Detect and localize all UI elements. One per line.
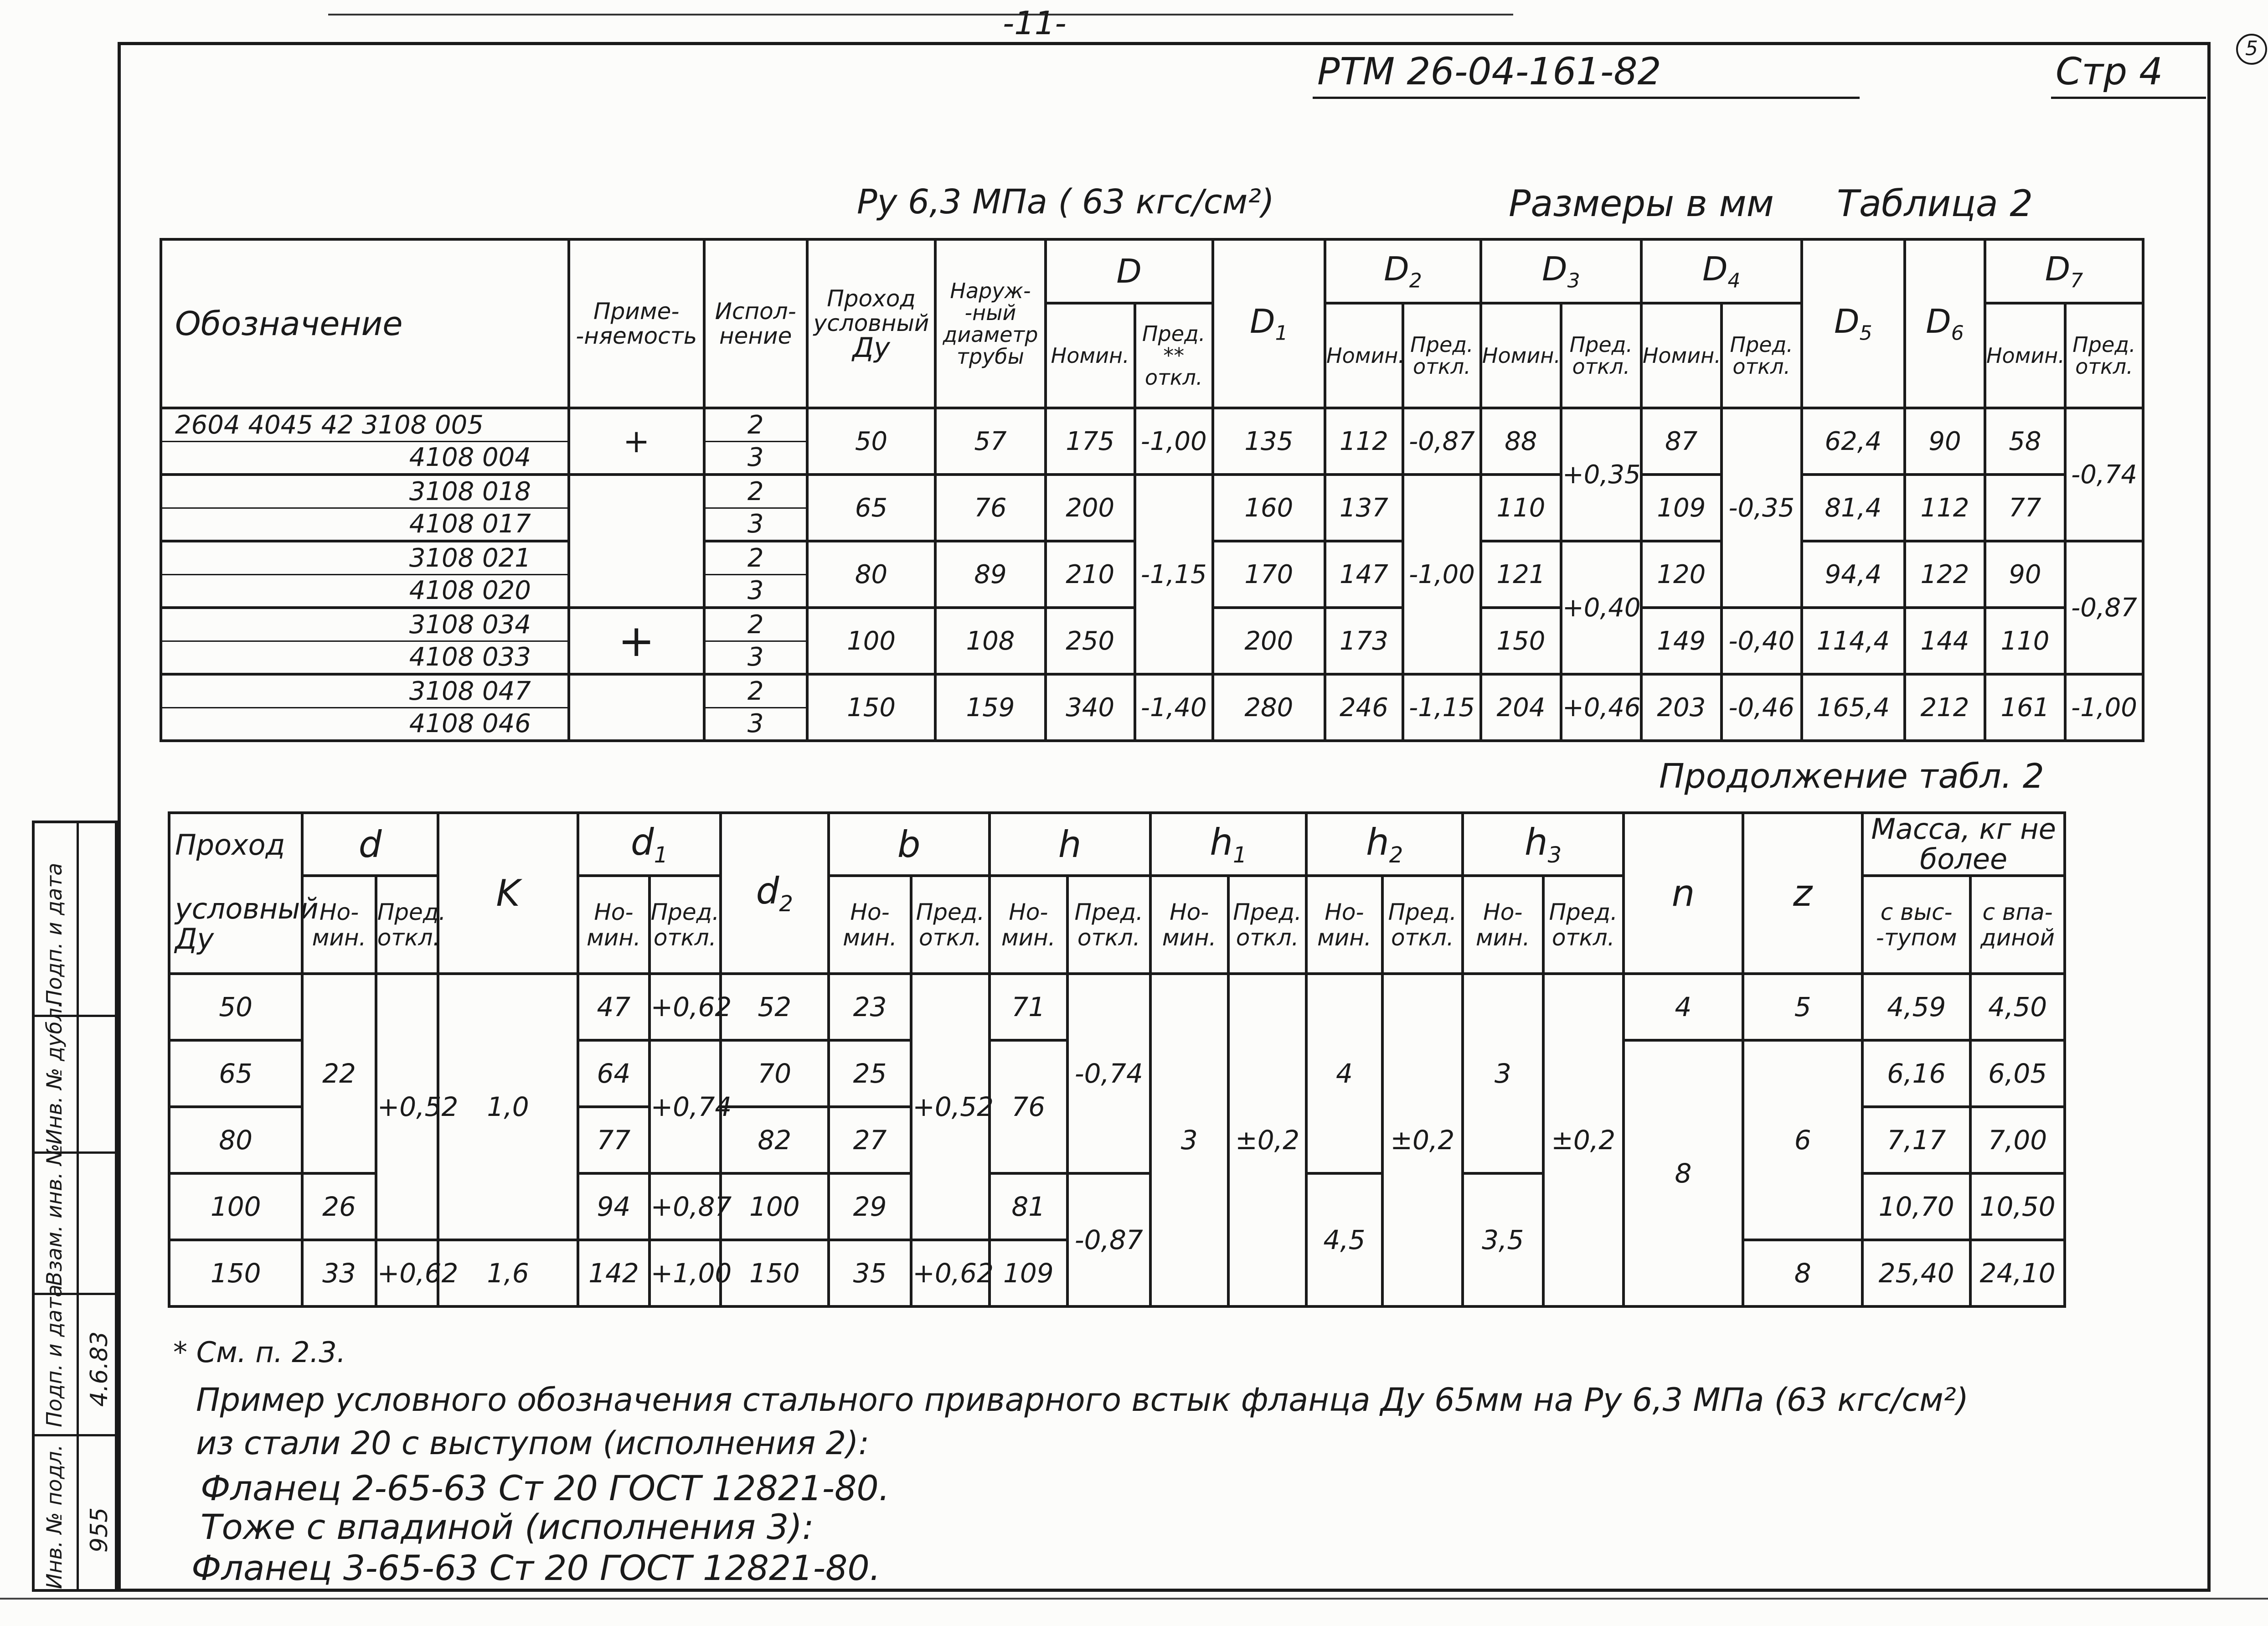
header-D4: $D_4$ [1641,239,1802,303]
D1-cell: 160 [1213,475,1325,541]
header-h1-dev: Пред. откл. [1228,876,1306,974]
header-b-dev: Пред. откл. [911,876,989,974]
D5-cell: 114,4 [1802,608,1905,674]
dy-cell: 50 [807,408,936,475]
header-D-dev: Пред. ** откл. [1135,303,1213,408]
header-D5: $D_5$ [1802,239,1905,408]
d1-nom-cell: 142 [578,1240,649,1306]
mass-raised-cell: 4,59 [1862,974,1970,1040]
header-h3: $h_3$ [1463,813,1624,876]
strip-value: 4.6.83 [86,1331,113,1407]
D1-cell: 135 [1213,408,1325,475]
D-dev-cell: -1,40 [1135,674,1213,741]
D7-dev-cell: -1,00 [2065,674,2143,741]
header-z: z [1743,813,1862,974]
mass-recess-cell: 24,10 [1970,1240,2065,1306]
mass-recess-cell: 4,50 [1970,974,2065,1040]
D3-dev-merged-cell: +0,35 [1561,408,1641,541]
D2-nom-cell: 112 [1325,408,1403,475]
D5-cell: 165,4 [1802,674,1905,741]
header-D7-dev: Пред. откл. [2065,303,2143,408]
document-code: РТМ 26-04-161-82 [1317,50,1661,93]
b-nom-cell: 27 [829,1107,911,1173]
h1-dev-merged-cell: ±0,2 [1228,974,1306,1306]
mass-recess-cell: 6,05 [1970,1040,2065,1107]
header-b-nom: Но- мин. [829,876,911,974]
d1-nom-cell: 94 [578,1173,649,1240]
dy-cell: 100 [807,608,936,674]
header-D3-nom: Номин. [1481,303,1561,408]
D7-nom-cell: 90 [1985,541,2065,608]
h3-nom-merged-cell: 3 [1463,974,1543,1173]
header-h2-nom: Но- мин. [1306,876,1382,974]
D3-nom-cell: 150 [1481,608,1561,674]
d1-dev-cell: +0,87 [649,1173,721,1240]
D3-nom-cell: 121 [1481,541,1561,608]
header-D3: $D_3$ [1481,239,1641,303]
header-h2: $h_2$ [1306,813,1463,876]
header-D3-dev: Пред. откл. [1561,303,1641,408]
mass-raised-cell: 6,16 [1862,1040,1970,1107]
D7-dev-merged-cell: -0,74 [2065,408,2143,541]
D-nom-cell: 200 [1046,475,1135,541]
example-line-1: Пример условного обозначения стального приварного встык фланца Ду 65мм на Ру 6,3 МПа (63 кгс/см²) [196,1381,1969,1419]
top-rule [328,14,1513,15]
K-merged-cell: 1,0 [438,974,578,1240]
D4-nom-cell: 203 [1641,674,1722,741]
header-n: n [1624,813,1743,974]
D3-dev-cell: +0,46 [1561,674,1641,741]
execution-cell: 2 [704,674,807,707]
z-cell: 5 [1743,974,1862,1040]
header-h2-dev: Пред. откл. [1382,876,1463,974]
D6-cell: 90 [1905,408,1985,475]
designation-cell: 4108 046 [161,707,569,741]
h-dev-merged-cell: -0,74 [1067,974,1150,1173]
header-applicability: Приме- -няемость [569,239,704,408]
designation-cell: 3108 047 [161,674,569,707]
D-nom-cell: 175 [1046,408,1135,475]
header-D2-nom: Номин. [1325,303,1403,408]
header-d-nom: Но- мин. [302,876,376,974]
execution-cell: 3 [704,707,807,741]
header-D6: $D_6$ [1905,239,1985,408]
header-h3-dev: Пред. откл. [1543,876,1624,974]
header-D7: $D_7$ [1985,239,2143,303]
sheet-circle-mark: 5 [2236,34,2267,65]
header-D1: $D_1$ [1213,239,1325,408]
dy-cell: 80 [169,1107,302,1173]
h2-nom-merged-cell: 4 [1306,974,1382,1173]
D2-nom-cell: 173 [1325,608,1403,674]
D4-dev-merged-cell: -0,35 [1722,408,1802,608]
d-dev-cell: +0,62 [376,1240,438,1306]
designation-cell: 4108 017 [161,508,569,541]
header-mass-recess: с впа- диной [1970,876,2065,974]
header-D7-nom: Номин. [1985,303,2065,408]
execution-cell: 3 [704,508,807,541]
pipe-diameter-cell: 89 [935,541,1045,608]
sheet-label-underline [2051,97,2206,99]
D4-nom-cell: 87 [1641,408,1722,475]
D3-nom-cell: 204 [1481,674,1561,741]
designation-cell: 4108 004 [161,441,569,475]
d1-dev-cell: +0,62 [649,974,721,1040]
strip-column-separator [77,823,79,1589]
header-d2: $d_2$ [721,813,829,974]
header-outer-diameter: Наруж- -ный диаметр трубы [935,239,1045,408]
header-h-nom: Но- мин. [990,876,1067,974]
D-nom-cell: 340 [1046,674,1135,741]
D4-nom-cell: 109 [1641,475,1722,541]
d1-dev-merged-cell: +0,74 [649,1040,721,1173]
d1-nom-cell: 77 [578,1107,649,1173]
z-cell: 8 [1743,1240,1862,1306]
dy-cell: 100 [169,1173,302,1240]
D2-dev-merged-cell: -1,00 [1403,475,1481,674]
header-D-nom: Номин. [1046,303,1135,408]
h-nom-cell: 81 [990,1173,1067,1240]
header-D2: $D_2$ [1325,239,1481,303]
applicability-empty [569,674,704,741]
execution-cell: 2 [704,608,807,641]
n-cell: 4 [1624,974,1743,1040]
D5-cell: 81,4 [1802,475,1905,541]
header-d1: $d_1$ [578,813,721,876]
D2-nom-cell: 147 [1325,541,1403,608]
pipe-diameter-cell: 108 [935,608,1045,674]
header-execution: Испол- нение [704,239,807,408]
dy-cell: 150 [807,674,936,741]
header-d: d [302,813,438,876]
units-caption: Размеры в мм [1509,182,1774,225]
h3-dev-merged-cell: ±0,2 [1543,974,1624,1306]
header-designation: Обозначение [161,239,569,408]
b-nom-cell: 35 [829,1240,911,1306]
D4-dev-cell: -0,40 [1722,608,1802,674]
header-passage-2: условный Ду [169,876,302,974]
header-passage: Проход [169,813,302,876]
d2-cell: 82 [721,1107,829,1173]
pressure-caption: Ру 6,3 МПа ( 63 кгс/см²) [857,182,1274,222]
header-D4-dev: Пред. откл. [1722,303,1802,408]
header-d1-dev: Пред. откл. [649,876,721,974]
execution-cell: 3 [704,641,807,674]
z-merged-cell: 6 [1743,1040,1862,1240]
strip-row-separator [35,1434,115,1436]
mass-raised-cell: 10,70 [1862,1173,1970,1240]
header-h: h [990,813,1150,876]
strip-label: Взам. инв. № [42,1143,67,1286]
b-nom-cell: 29 [829,1173,911,1240]
header-b: b [829,813,990,876]
D7-dev-merged-cell: -0,87 [2065,541,2143,674]
designation-cell: 4108 033 [161,641,569,674]
D2-dev-cell: -1,15 [1403,674,1481,741]
d-nom-merged-cell: 22 [302,974,376,1173]
header-D: D [1046,239,1213,303]
dy-cell: 65 [807,475,936,541]
d2-cell: 52 [721,974,829,1040]
execution-cell: 2 [704,541,807,574]
pipe-diameter-cell: 76 [935,475,1045,541]
D1-cell: 170 [1213,541,1325,608]
page-number: -11- [1003,5,1067,42]
execution-cell: 3 [704,441,807,475]
header-h1-nom: Но- мин. [1150,876,1228,974]
dy-cell: 80 [807,541,936,608]
header-mass-raised: с выс- -тупом [1862,876,1970,974]
execution-cell: 2 [704,408,807,441]
D1-cell: 280 [1213,674,1325,741]
D4-nom-cell: 149 [1641,608,1722,674]
example-line-5: Фланец 3-65-63 Ст 20 ГОСТ 12821-80. [191,1548,881,1588]
applicability-mark: + [569,608,704,674]
D2-dev-cell: -0,87 [1403,408,1481,475]
header-d1-nom: Но- мин. [578,876,649,974]
sheet-label: Стр 4 [2056,50,2163,93]
applicability-mark: + [569,408,704,475]
d1-nom-cell: 47 [578,974,649,1040]
dy-cell: 50 [169,974,302,1040]
h1-nom-merged-cell: 3 [1150,974,1228,1306]
D3-dev-merged-cell: +0,40 [1561,541,1641,674]
D6-cell: 212 [1905,674,1985,741]
h-nom-merged-cell: 76 [990,1040,1067,1173]
example-line-2: из стали 20 с выступом (исполнения 2): [196,1425,870,1462]
example-line-3: Фланец 2-65-63 Ст 20 ГОСТ 12821-80. [201,1468,890,1508]
header-h3-nom: Но- мин. [1463,876,1543,974]
d2-cell: 100 [721,1173,829,1240]
dy-cell: 150 [169,1240,302,1306]
D5-cell: 94,4 [1802,541,1905,608]
header-D4-nom: Номин. [1641,303,1722,408]
D4-dev-cell: -0,46 [1722,674,1802,741]
D3-nom-cell: 88 [1481,408,1561,475]
K-cell: 1,6 [438,1240,578,1306]
pipe-diameter-cell: 159 [935,674,1045,741]
D7-nom-cell: 58 [1985,408,2065,475]
h-nom-cell: 109 [990,1240,1067,1306]
mass-raised-cell: 25,40 [1862,1240,1970,1306]
strip-label: Подп. и дата [42,1284,67,1427]
header-D2-dev: Пред. откл. [1403,303,1481,408]
b-nom-cell: 23 [829,974,911,1040]
D2-nom-cell: 137 [1325,475,1403,541]
b-dev-cell: +0,62 [911,1240,989,1306]
n-merged-cell: 8 [1624,1040,1743,1306]
D6-cell: 122 [1905,541,1985,608]
continuation-caption: Продолжение табл. 2 [1659,757,2044,796]
bottom-rule [0,1598,2268,1600]
flange-dimensions-table-continued [168,811,2066,1308]
binding-strip [32,821,118,1592]
D3-nom-cell: 110 [1481,475,1561,541]
D1-cell: 200 [1213,608,1325,674]
h3-nom-merged-cell: 3,5 [1463,1173,1543,1306]
D-nom-cell: 210 [1046,541,1135,608]
h2-nom-merged-cell: 4,5 [1306,1173,1382,1306]
strip-label: Подп. и дата [42,862,67,1006]
D7-nom-cell: 110 [1985,608,2065,674]
flange-dimensions-table [160,238,2144,742]
mass-recess-cell: 7,00 [1970,1107,2065,1173]
header-mass: Масса, кг не более [1862,813,2065,876]
designation-cell: 4108 020 [161,574,569,608]
table-label: Таблица 2 [1837,182,2033,225]
D5-cell: 62,4 [1802,408,1905,475]
strip-label: Инв. № дубл. [42,1001,67,1145]
h2-dev-merged-cell: ±0,2 [1382,974,1463,1306]
mass-raised-cell: 7,17 [1862,1107,1970,1173]
execution-cell: 2 [704,475,807,508]
designation-cell: 3108 018 [161,475,569,508]
applicability-empty [569,475,704,608]
footnote: * См. п. 2.3. [173,1336,346,1369]
strip-label: Инв. № подл. [42,1444,67,1589]
dy-cell: 65 [169,1040,302,1107]
d-nom-cell: 26 [302,1173,376,1240]
d2-cell: 150 [721,1240,829,1306]
D7-nom-cell: 77 [1985,475,2065,541]
header-d-dev: Пред. откл. [376,876,438,974]
d1-nom-cell: 64 [578,1040,649,1107]
D-dev-merged-cell: -1,15 [1135,475,1213,674]
designation-cell: 2604 4045 42 3108 005 [161,408,569,441]
d2-cell: 70 [721,1040,829,1107]
b-dev-merged-cell: +0,52 [911,974,989,1240]
D-nom-cell: 250 [1046,608,1135,674]
d1-dev-cell: +1,00 [649,1240,721,1306]
D6-cell: 144 [1905,608,1985,674]
mass-recess-cell: 10,50 [1970,1173,2065,1240]
doc-code-underline [1313,97,1860,99]
b-nom-cell: 25 [829,1040,911,1107]
designation-cell: 3108 034 [161,608,569,641]
D6-cell: 112 [1905,475,1985,541]
h-dev-merged-cell: -0,87 [1067,1173,1150,1306]
designation-cell: 3108 021 [161,541,569,574]
d-dev-merged-cell: +0,52 [376,974,438,1240]
header-h1: $h_1$ [1150,813,1307,876]
pipe-diameter-cell: 57 [935,408,1045,475]
D-dev-cell: -1,00 [1135,408,1213,475]
example-line-4: Тоже с впадиной (исполнения 3): [201,1507,814,1547]
execution-cell: 3 [704,574,807,608]
D4-nom-cell: 120 [1641,541,1722,608]
d-nom-cell: 33 [302,1240,376,1306]
D2-nom-cell: 246 [1325,674,1403,741]
strip-value: 955 [86,1507,113,1553]
header-h-dev: Пред. откл. [1067,876,1150,974]
header-nominal-passage: Проход условный Ду [807,239,936,408]
D7-nom-cell: 161 [1985,674,2065,741]
h-nom-cell: 71 [990,974,1067,1040]
header-K: K [438,813,578,974]
